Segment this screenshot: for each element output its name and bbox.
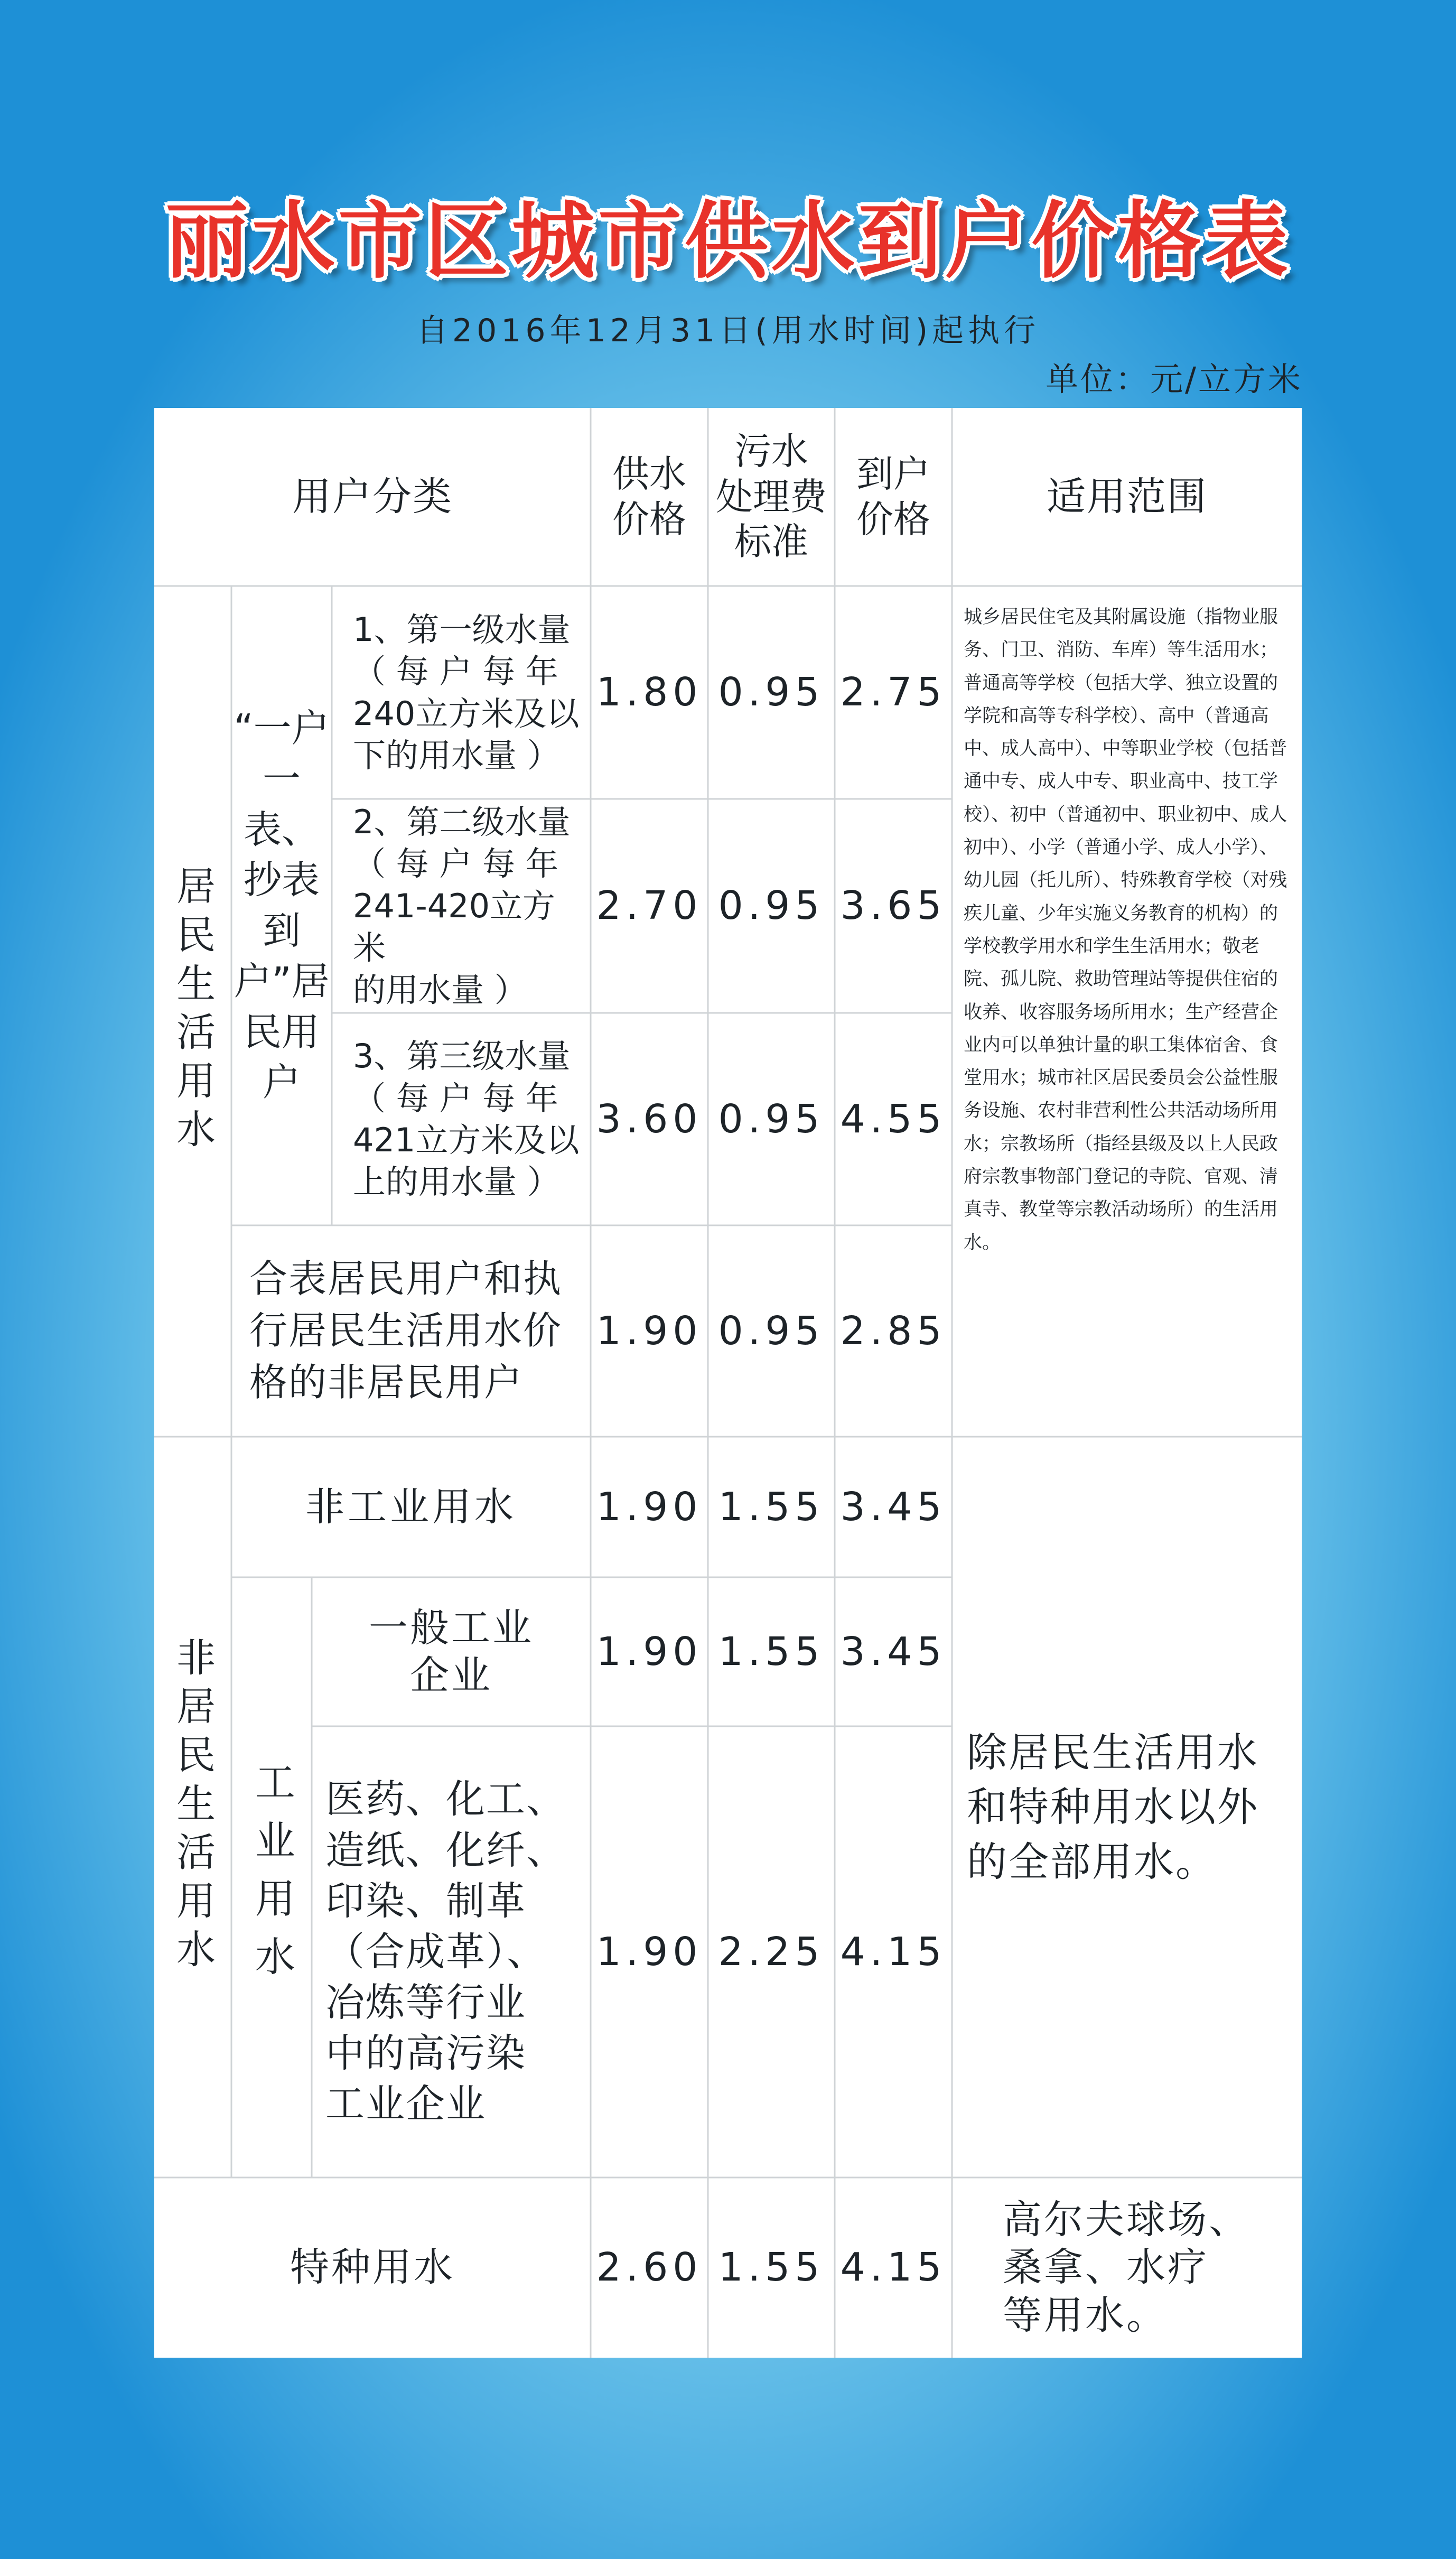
residential-label: 居民生活用水: [170, 866, 216, 1157]
page-title: 丽水市区城市供水到户价格表: [165, 193, 1291, 290]
residential-scope: 城乡居民住宅及其附属设施（指物业服务、门卫、消防、车库）等生活用水；普通高等学校（包括大学、独立设置的学院和高等专科学校）、高中（普通高中、成人高中）、中等职业学校（包括普通中专、成人中专、职业高中、技工学校）、初中（普通初中、职业初中、成人初中）、小学（普通小学、成人小学）、幼儿园（托儿所）、特殊教育学校（对残疾儿童、少年实施义务教育的机构）的学校教学用水和学生生活用水；敬老院、孤儿院、救助管理站等提供住宿的收养、收容服务场所用水；生产经营企业内可以单独计量的职工集体宿舍、食堂用水；城市社区居民委员会公益性服务设施、农村非营利性公共活动场所用水；宗教场所（指经县级及以上人民政府宗教事物部门登记的寺院、官观、清真寺、教堂等宗教活动场所）的生活用水。: [964, 607, 1287, 1253]
non-residential-label: 非居民生活用水: [170, 1637, 216, 1977]
shared-meter-label: 合表居民用户和执 行居民生活用水价 格的非居民用户: [249, 1257, 563, 1404]
effective-date: 自2016年12月31日(用水时间)起执行: [416, 312, 1040, 349]
non-industrial-supply: 1.90: [596, 1484, 703, 1530]
tier-1-final: 2.75: [840, 669, 947, 715]
high-pollution-supply: 1.90: [596, 1929, 703, 1975]
non-industrial-final: 3.45: [840, 1484, 947, 1530]
tier-2-label: 2、第二级水量 （ 每 户 每 年 241-420立方米 的用水量 ）: [353, 803, 571, 1009]
one-meter-user-label: “一户一表、抄表到户”居民用户: [234, 706, 330, 1105]
high-pollution-industry-label: 医药、化工、 造纸、化纤、 印染、制革 （合成革）、 冶炼等行业 中的高污染 工业企业: [325, 1776, 566, 2127]
tier-2-final: 3.65: [840, 883, 947, 929]
special-water-supply: 2.60: [596, 2245, 703, 2291]
tier-1-supply: 1.80: [596, 669, 703, 715]
special-water-label: 特种用水: [290, 2245, 455, 2291]
tier-1-sewage: 0.95: [718, 669, 825, 715]
tier-2-supply: 2.70: [596, 883, 703, 929]
general-industry-final: 3.45: [840, 1629, 947, 1674]
non-industrial-sewage: 1.55: [718, 1484, 825, 1530]
price-table: [154, 408, 1302, 2358]
high-pollution-sewage: 2.25: [718, 1929, 825, 1975]
general-industry-supply: 1.90: [596, 1629, 703, 1674]
header-sewage-fee: 污水 处理费 标准: [716, 430, 827, 564]
shared-meter-final: 2.85: [840, 1308, 947, 1354]
special-water-sewage: 1.55: [718, 2245, 825, 2291]
tier-3-supply: 3.60: [596, 1096, 703, 1142]
header-category: 用户分类: [292, 474, 453, 520]
non-residential-scope: 除居民生活用水 和特种用水以外 的全部用水。: [967, 1728, 1259, 1885]
special-water-scope: 高尔夫球场、 桑拿、水疗 等用水。: [1003, 2197, 1250, 2338]
tier-2-sewage: 0.95: [718, 883, 825, 929]
tier-1-label: 1、第一级水量 （ 每 户 每 年 240立方米及以 下的用水量 ）: [353, 610, 580, 775]
high-pollution-final: 4.15: [840, 1929, 947, 1975]
special-water-final: 4.15: [840, 2245, 947, 2291]
general-industry-sewage: 1.55: [718, 1629, 825, 1674]
header-supply-price: 供水 价格: [612, 452, 686, 541]
unit-label: 单位：元/立方米: [1046, 360, 1303, 398]
tier-3-final: 4.55: [840, 1096, 947, 1142]
general-industry-label: 一般工业 企业: [369, 1605, 534, 1698]
tier-3-sewage: 0.95: [718, 1096, 825, 1142]
shared-meter-sewage: 0.95: [718, 1308, 825, 1354]
industrial-label: 工业用水: [248, 1761, 296, 1994]
header-scope: 适用范围: [1047, 474, 1207, 520]
shared-meter-supply: 1.90: [596, 1308, 703, 1354]
non-industrial-label: 非工业用水: [305, 1484, 517, 1530]
header-final-price: 到户 价格: [856, 452, 930, 541]
tier-3-label: 3、第三级水量 （ 每 户 每 年 421立方米及以 上的用水量 ）: [353, 1037, 580, 1202]
